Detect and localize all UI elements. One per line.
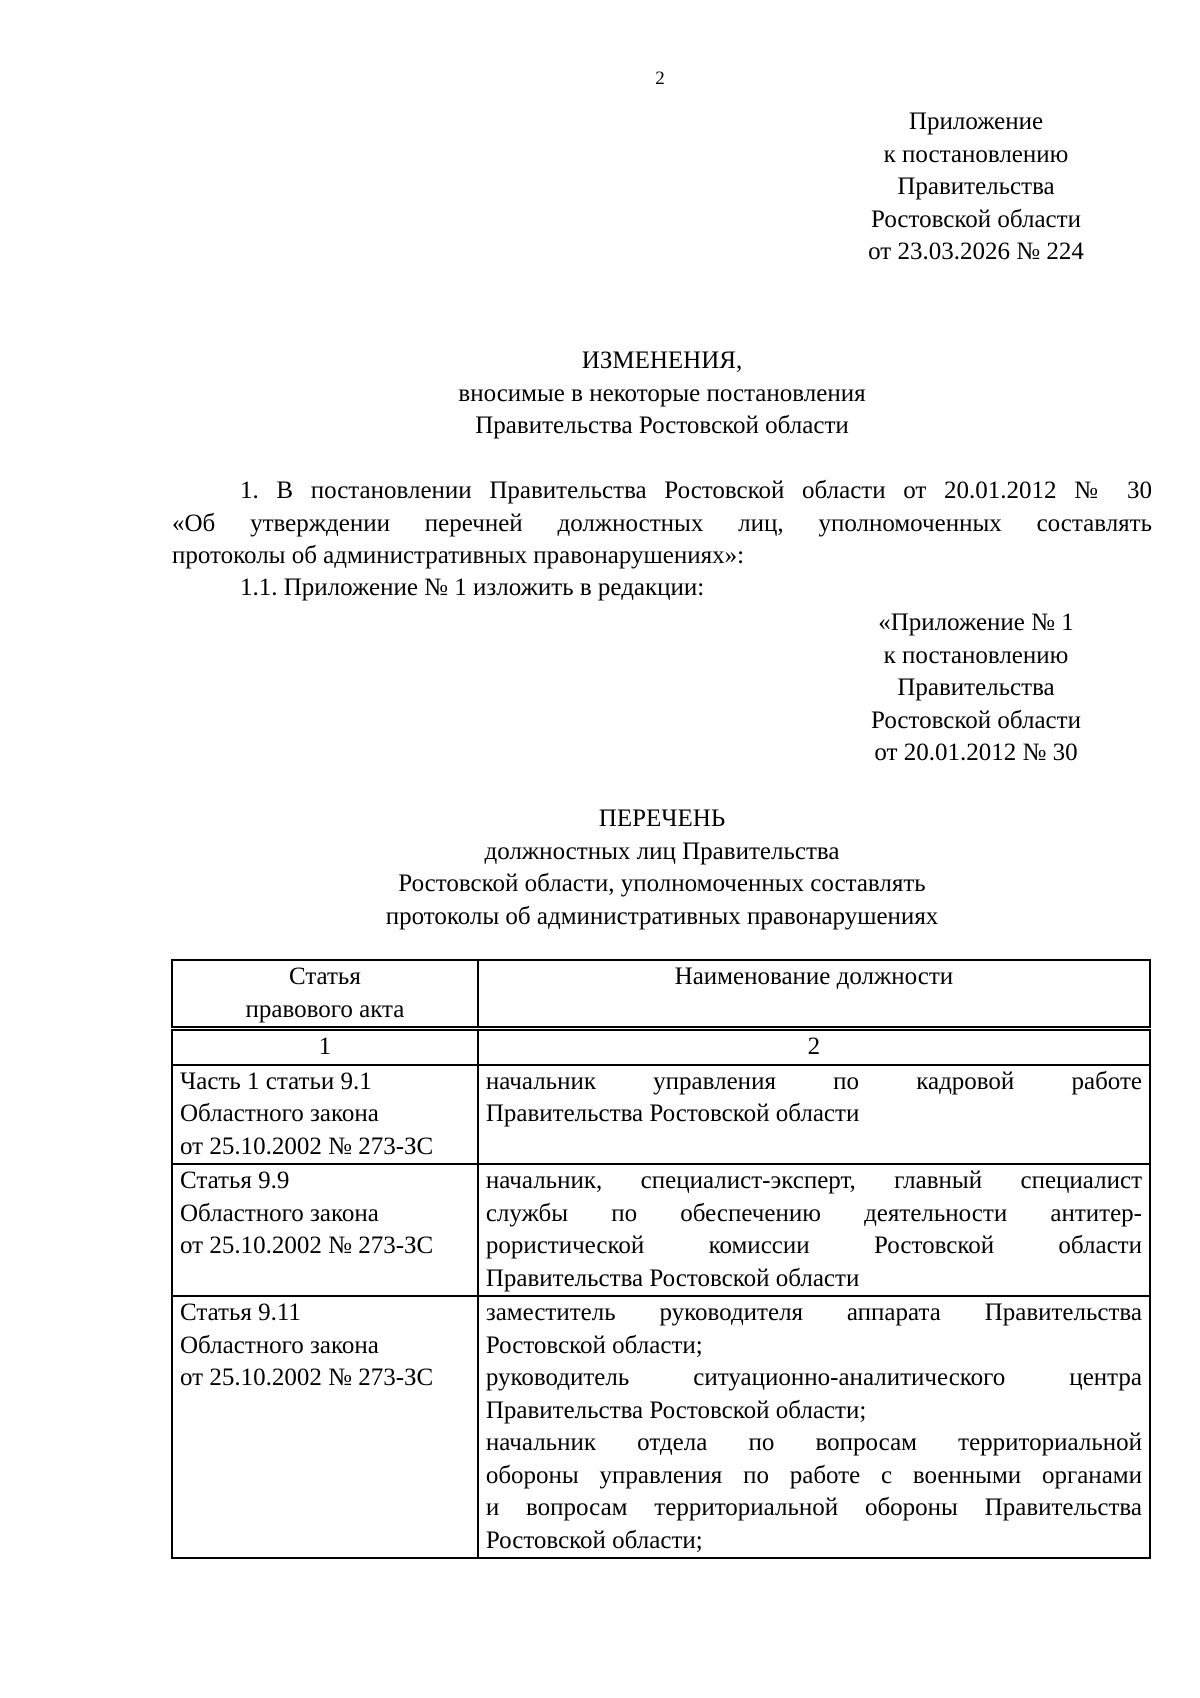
column-number: 1 xyxy=(172,1029,478,1065)
table-row xyxy=(172,1164,1150,1296)
annex-line: Правительства xyxy=(897,173,1055,200)
position-line: руководитель ситуационно-аналитического центра xyxy=(485,1364,1142,1391)
list-heading-title: ПЕРЕЧЕНЬ xyxy=(598,805,726,832)
position-cell xyxy=(478,1164,1150,1296)
position-line: обороны управления по работе с военными органами xyxy=(485,1461,1142,1489)
heading-subtitle-line: Правительства Ростовской области xyxy=(475,412,849,439)
inner-annex-line: «Приложение № 1 xyxy=(878,609,1074,636)
position-line: начальник отдела по вопросам территориальной xyxy=(485,1429,1142,1456)
article-line: Областного закона xyxy=(180,1100,379,1127)
position-line: Правительства Ростовской области; xyxy=(485,1396,867,1424)
article-line: Областного закона xyxy=(180,1331,379,1359)
heading-title: ИЗМЕНЕНИЯ, xyxy=(581,347,743,374)
header-position: Наименование должности xyxy=(478,960,1150,1029)
article-line: Часть 1 статьи 9.1 xyxy=(180,1067,372,1095)
inner-annex-line: Правительства xyxy=(897,674,1055,701)
annex-line: от 23.03.2026 № 224 xyxy=(868,238,1084,265)
article-line: от 25.10.2002 № 273-ЗС xyxy=(180,1364,434,1391)
position-line: заместитель руководителя аппарата Правительства xyxy=(485,1299,1142,1326)
officials-table xyxy=(171,959,1151,1559)
annex-line: Ростовской области xyxy=(871,205,1081,233)
article-line: Статья 9.9 xyxy=(180,1167,290,1194)
paragraph-1 xyxy=(172,475,1152,573)
column-number: 2 xyxy=(478,1029,1150,1065)
annex-line: к постановлению xyxy=(883,140,1069,168)
paragraph-1-1: 1.1. Приложение № 1 изложить в редакции: xyxy=(240,574,705,601)
article-cell xyxy=(172,1065,478,1165)
paragraph-1-line: «Об утверждении перечней должностных лиц, уполномоченных составлять xyxy=(172,509,1152,537)
position-line: Правительства Ростовской области xyxy=(485,1264,860,1292)
article-line: Областного закона xyxy=(180,1199,379,1227)
article-line: от 25.10.2002 № 273-ЗС xyxy=(180,1232,434,1259)
page-number: 2 xyxy=(655,68,665,89)
article-line: Статья 9.11 xyxy=(180,1299,301,1326)
position-cell xyxy=(478,1296,1150,1558)
header-article xyxy=(172,960,478,1029)
list-heading-subtitle-line: должностных лиц Правительства xyxy=(484,837,840,865)
article-cell xyxy=(172,1164,478,1296)
annex-header xyxy=(838,106,1114,269)
position-line: Ростовской области; xyxy=(485,1331,703,1359)
position-line: Правительства Ростовской области xyxy=(485,1100,860,1127)
inner-annex-line: от 20.01.2012 № 30 xyxy=(874,739,1078,766)
article-line: от 25.10.2002 № 273-ЗС xyxy=(180,1132,434,1160)
inner-annex-header xyxy=(838,607,1114,770)
table-row xyxy=(172,1065,1150,1165)
list-heading xyxy=(172,803,1152,933)
table-row xyxy=(172,1296,1150,1558)
document-heading xyxy=(172,345,1152,443)
position-cell xyxy=(478,1065,1150,1165)
heading-subtitle-line: вносимые в некоторые постановления xyxy=(458,379,866,407)
position-line: начальник управления по кадровой работе xyxy=(485,1067,1142,1095)
table-header-row xyxy=(172,960,1150,1029)
position-line: и вопросам территориальной обороны Правительства xyxy=(485,1494,1142,1521)
paragraph-1-line: протоколы об административных правонарушениях»: xyxy=(172,542,745,569)
list-heading-subtitle-line: протоколы об административных правонарушениях xyxy=(385,902,939,930)
inner-annex-line: к постановлению xyxy=(883,641,1069,669)
header-article-line: Статья xyxy=(288,963,361,990)
position-line: рористической комиссии Ростовской области xyxy=(485,1232,1142,1259)
annex-line: Приложение xyxy=(908,108,1044,135)
list-heading-subtitle-line: Ростовской области, уполномоченных составлять xyxy=(398,870,926,897)
paragraph-1-line: 1. В постановлении Правительства Ростовской области от 20.01.2012 № 30 xyxy=(240,477,1152,504)
article-cell xyxy=(172,1296,478,1558)
position-line: начальник, специалист-эксперт, главный специалист xyxy=(485,1167,1142,1194)
inner-annex-line: Ростовской области xyxy=(871,706,1081,734)
header-article-line: правового акта xyxy=(245,995,405,1023)
table-column-numbers-row xyxy=(172,1029,1150,1065)
position-line: службы по обеспечению деятельности антитер- xyxy=(485,1199,1142,1227)
position-line: Ростовской области; xyxy=(485,1526,703,1554)
